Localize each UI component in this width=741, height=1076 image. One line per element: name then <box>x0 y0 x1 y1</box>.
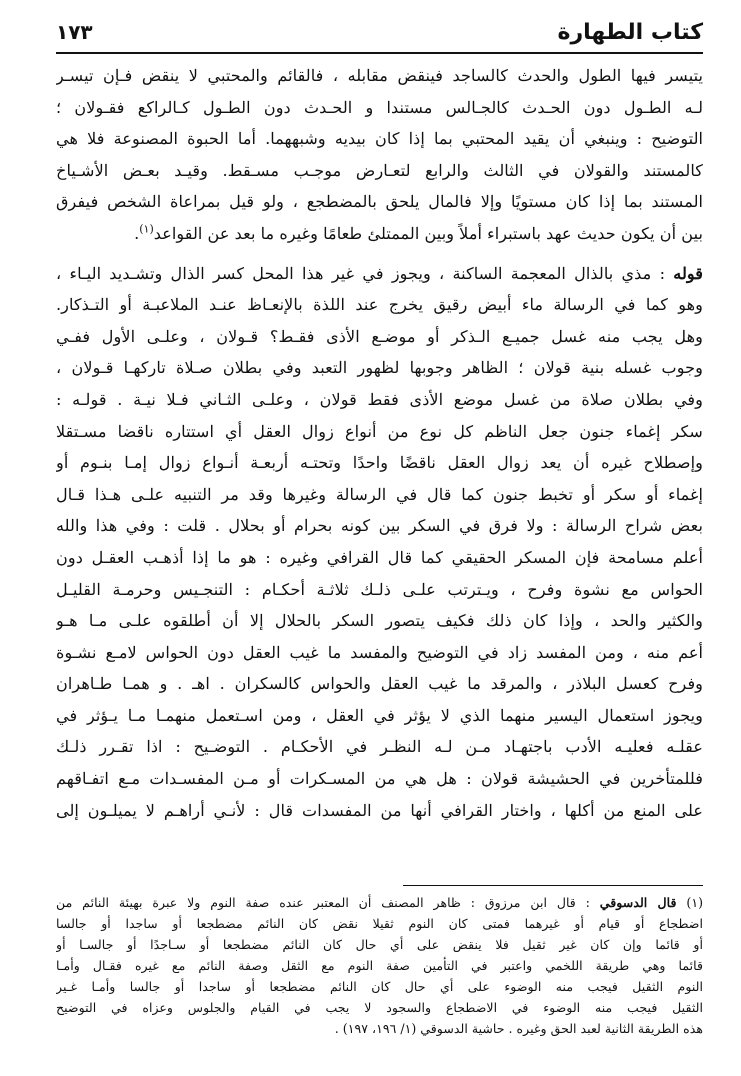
text-line: وهل يجب منه غسل جميـع الـذكر أو موضـع الأذى فقـط؟ قـولان ، وعلـى الأول ففـي <box>56 326 703 346</box>
text-line: لـه الطـول دون الحـدث كالجـالس مستندا و الحـدث دون الطـول كـالراكع فقـولان ؛ <box>56 97 703 117</box>
text-line: بين أن يكون حديث عهد باستبراء أملاً وبين الممتلئ طعامًا وغيره ما بعد عن القواعد <box>153 223 703 243</box>
footnote-line: النوم الثقيل فيجب منه الوضوء على أي حال كان النائم مضطجعا أو ساجدا أو جالسا وأمـا غـير <box>56 979 703 994</box>
footnotes <box>56 892 703 1039</box>
text-line: وجوب غسله بنية قولان ؛ الظاهر وجوبها لظهور التعبد وفي بطلان صـلاة تاركهـا قـولان ، <box>56 358 703 378</box>
footnote-line: الثقيل فيجب منه الوضوء في الاضطجاع والسجود لا يجب في القيام والجلوس وعزاه في التوضيح <box>56 1000 703 1015</box>
text-line: أعلم مسامحة فإن المسكر الحقيقي كما قال القرافي وغيره : هو ما إذا أذهـب العقـل دون <box>56 547 703 567</box>
footnote-line: اضطجاع أو قيام أو غيرهما فمتى كان النوم ثقيلا نقض كان النائم مضطجعا أو ساجدا أو جالسا <box>56 916 703 931</box>
text-line: يتيسر فيها الطول والحدث كالساجد فينقض مقابله ، فالقائم والمحتبي لا ينقض فـإن تيسـر <box>56 66 703 85</box>
text-line: وفرح كعسل البلاذر ، والمرقد ما غيب العقل والحواس كالسكران . اهـ . و همـا طـاهران <box>56 674 703 694</box>
lead-word: قوله <box>673 263 703 283</box>
text-line: وفي بطلان صلاة من غسل موضع الأذى فقط قولان ، وعلـى الثـاني فـلا نيـة . قولـه : <box>56 389 703 409</box>
paragraph-gap <box>56 250 703 258</box>
text-line: وإصطلاح غيره أن يعد زوال العقل ناقضًا واحدًا وتحتـه أربعـة أنـواع زوال إمـا بنـوم أو <box>56 453 703 473</box>
text-line: ويجوز استعمال اليسير منهما الذي لا يؤثر في العقل ، ومن اسـتعمل منهمـا مـا يـؤثر في <box>56 705 703 725</box>
text-line: وهو كما في الرسالة ماء أبيض رقيق يخرج عند اللذة بالإنعـاظ عنـد الملاعبـة أو التـذكار. <box>56 295 703 315</box>
footnote-rule <box>403 885 703 886</box>
text-line: كالمستند والقولان في الثالث والرابع لتعـارض موجـب مسـقط. وقيـد بعـض الأشـياخ <box>56 160 703 180</box>
footnote-line: (١) قال الدسوقي : قال ابن مرزوق : ظاهر المصنف أن المعتبر عنده صفة النوم ولا عبرة بهيئة النائم من <box>56 895 703 910</box>
text-line: والكثير والحد ، وإذا كان ذلك فكيف يتصور السكر بالحلال إلا أن أطلقوه علـى مـا هـو <box>56 611 703 631</box>
running-title: كتاب الطهارة <box>557 19 703 45</box>
main-text <box>56 60 703 826</box>
text-line: على المنع من أكلها ، واختار القرافي أنها من المفسدات قال : لأنـي أراهـم لا يميلـون إلى <box>56 800 703 820</box>
footnote-marker[interactable]: (١) <box>139 222 154 236</box>
text-line: فللمتأخرين في الحشيشة قولان : هل هي من المسـكرات أو مـن المفسـدات مـع اتفـاقهم <box>56 769 703 789</box>
text-line: سكر إغماء جنون جعل الناظم كل نوع من أنواع زوال العقل أي استتاره ناقضا مسـتقلا <box>56 421 703 441</box>
header-rule <box>56 52 703 54</box>
footnote-line: أو قائما وإن كان غير ثقيل فلا ينقض على أي حال كان النائم مضطجعا أو سـاجدًا أو جالسـا أو <box>56 937 703 952</box>
page-header <box>56 14 703 50</box>
page-number: ١٧٣ <box>56 20 93 44</box>
text-line: إغماء أو سكر أو تخبط جنون كما قال في الرسالة وغيرها وقد مر التنبيه علـى هـذا قـال <box>56 484 703 504</box>
text-line: قوله : مذي بالذال المعجمة الساكنة ، ويجوز في غير هذا المحل كسر الذال وتشـديد اليـاء ، <box>56 263 703 283</box>
text-line: أعم منه ، ومن المفسد زاد في التوضيح والمفسد ما غيب العقل دون الحواس لامـع نشـوة <box>56 642 703 662</box>
text-line: التوضيح : وينبغي أن يقيد المحتبي بما إذا كان بيديه وشبههما. أما الحبوة المصنوعة فلا هي <box>56 129 703 149</box>
footnote-line: قائما وهي طريقة اللخمي واعتبر في التأمين صفة النوم مع الثقل وصفة النائم مع غيره فقـال وأمـا <box>56 958 703 973</box>
text-line: عقلـه فعليـه الأدب باجتهـاد مـن لـه النظـر في الأحكـام . التوضـيح : اذا تقـرر ذلـك <box>56 737 703 757</box>
text-line: بعض شراح الرسالة : ولا فرق في السكر بين كونه بحرام أو بحلال . قلت : وفي هذا والله <box>56 516 703 536</box>
lead-word: قال الدسوقي <box>599 895 677 910</box>
text-line: الحواس مع نشوة وفرح ، ويـترتب علـى ذلـك ثلاثـة أحكـام : التنجـيس وحرمـة القليـل <box>56 579 703 599</box>
footnote-line: هذه الطريقة الثانية لعبد الحق وغيره . حاشية الدسوقي (١/ ١٩٦، ١٩٧) . <box>334 1021 703 1036</box>
text-line: المستند بما إذا كان مستويًا وإلا فالمال يلحق بالمضطجع ، ولو قيل بمراعاة الشخص فيفرق <box>56 192 703 212</box>
text-line-with-footnote: بين أن يكون حديث عهد باستبراء أملاً وبين الممتلئ طعامًا وغيره ما بعد عن القواعد$^{(١)}$. <box>134 222 703 243</box>
